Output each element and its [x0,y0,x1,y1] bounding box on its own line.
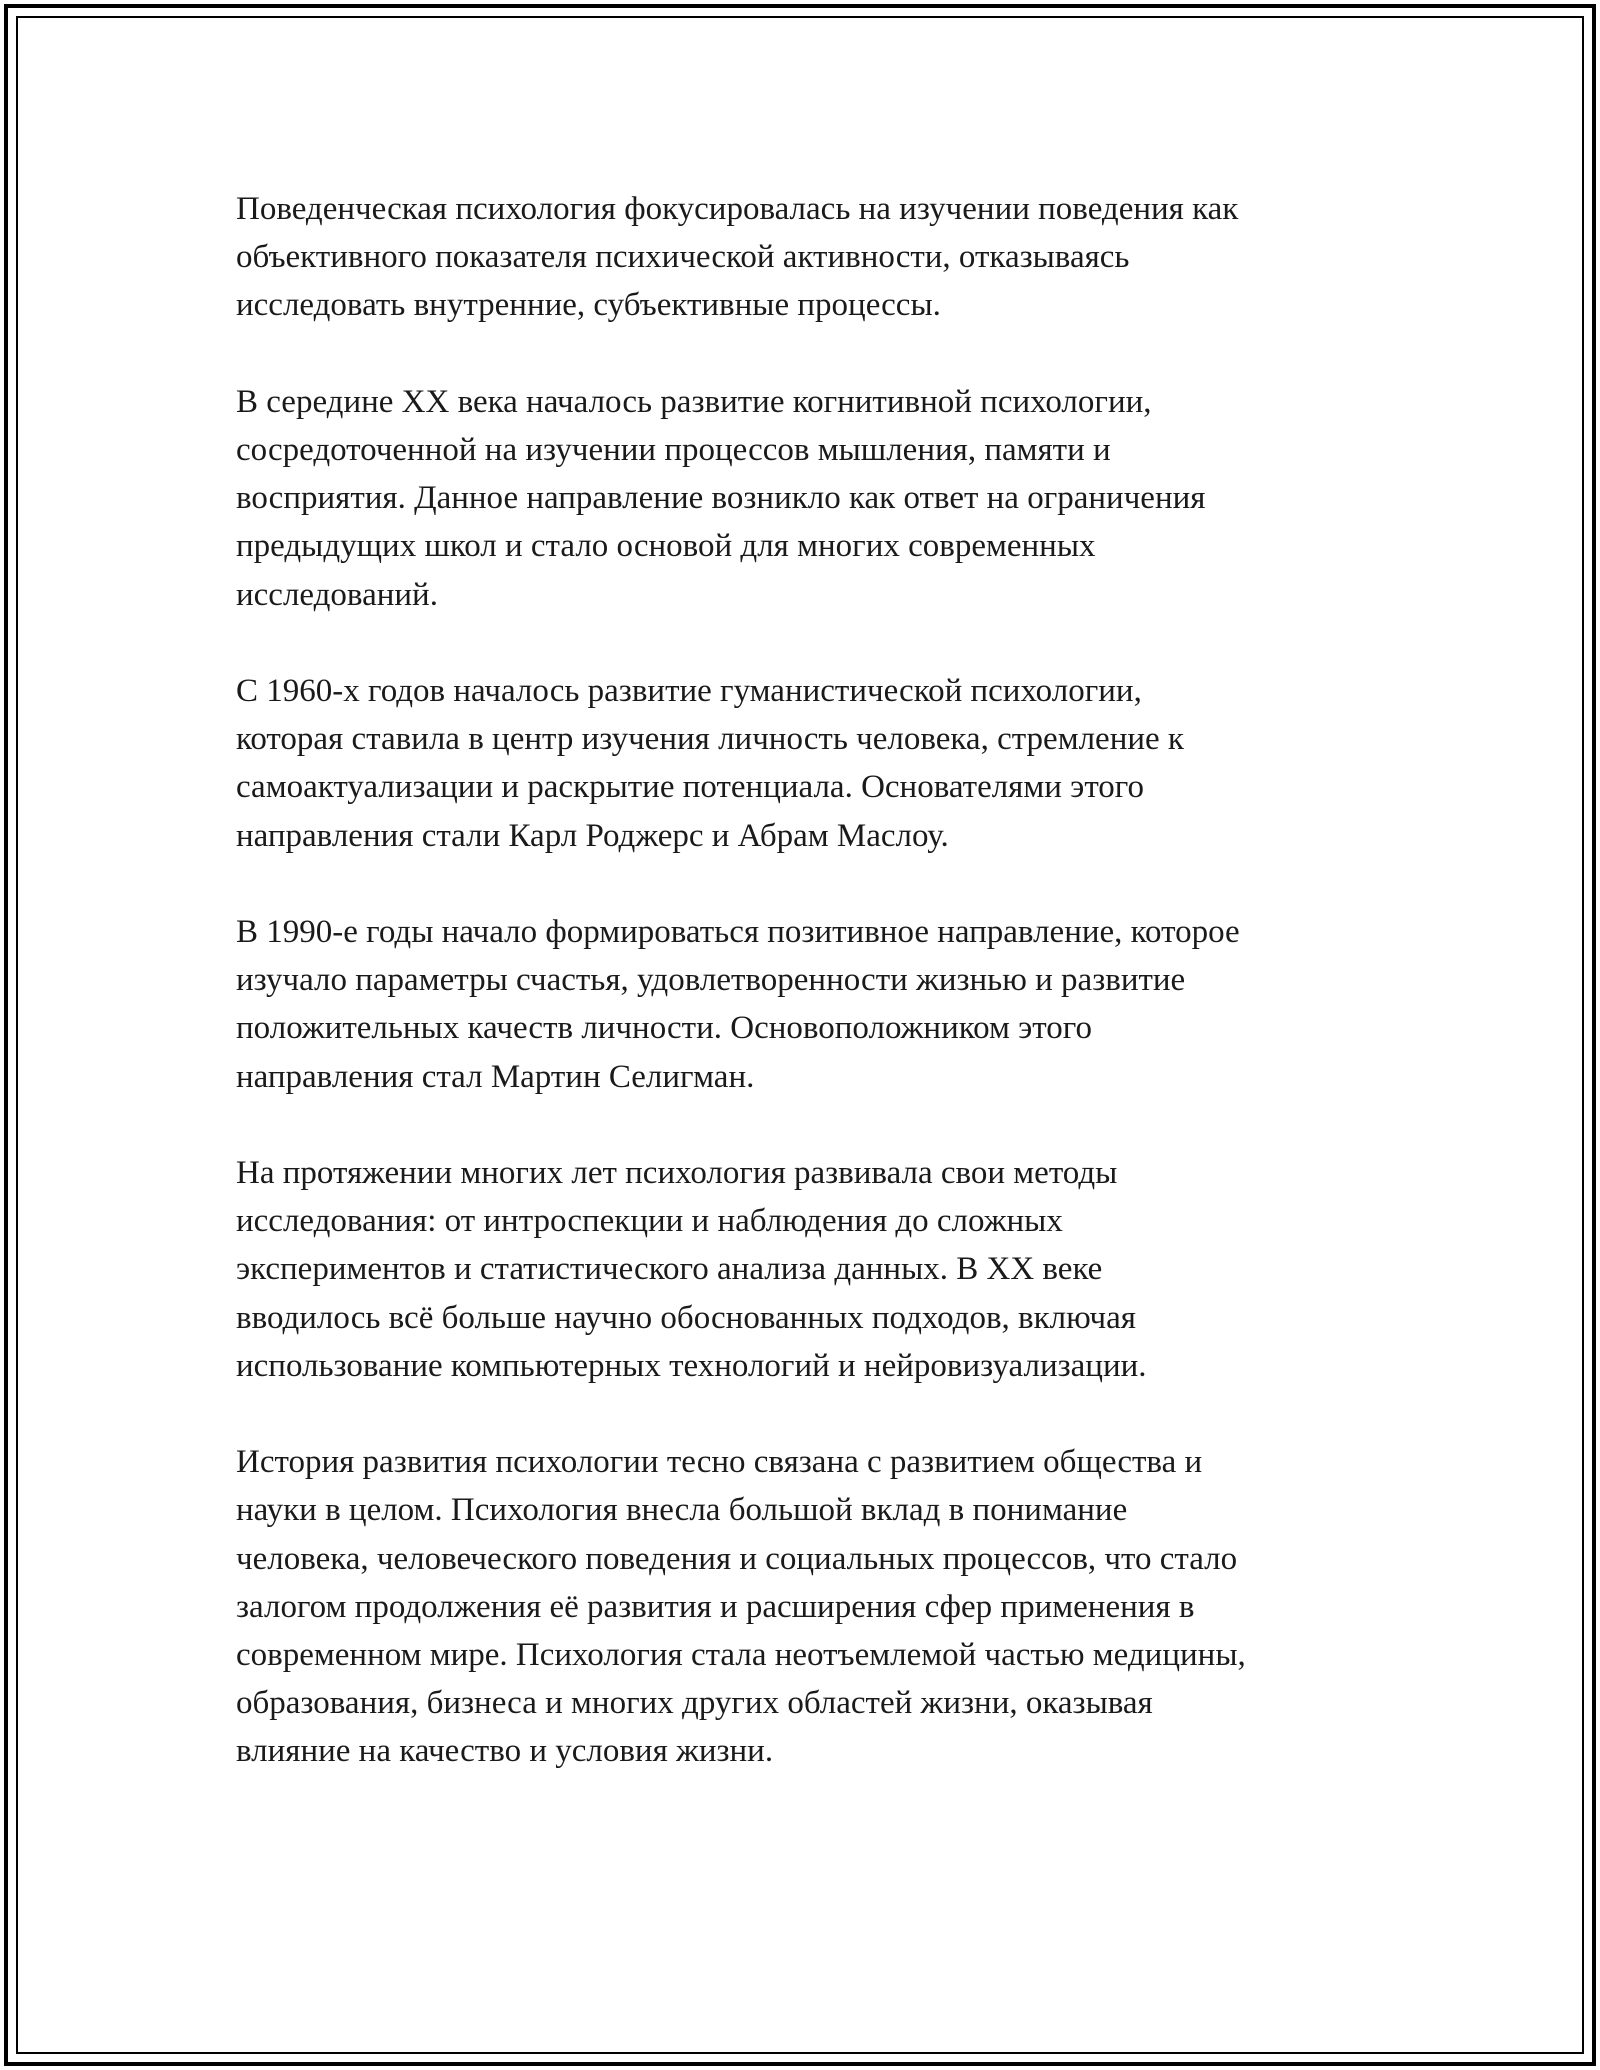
text-line: экспериментов и статистического анализа данных. В XX веке [236,1251,1103,1288]
text-line: науки в целом. Психология внесла большой вклад в понимание [236,1492,1128,1529]
text-line: использование компьютерных технологий и нейровизуализации. [236,1347,1147,1384]
paragraph-humanistic-psychology [236,667,1386,860]
text-line: человека, человеческого поведения и социальных процессов, что стало [236,1540,1238,1577]
text-line: положительных качеств личности. Основоположником этого [236,1010,1092,1047]
document-body [236,185,1386,1824]
text-line: влияние на качество и условия жизни. [236,1733,774,1770]
text-line: самоактуализации и раскрытие потенциала. Основателями этого [236,769,1145,806]
text-line: залогом продолжения её развития и расширения сфер применения в [236,1588,1195,1625]
text-line: которая ставила в центр изучения личность человека, стремление к [236,721,1184,758]
text-line: исследований. [236,576,438,613]
text-line: История развития психологии тесно связана с развитием общества и [236,1444,1203,1481]
text-line: современном мире. Психология стала неотъемлемой частью медицины, [236,1637,1246,1674]
text-line: восприятия. Данное направление возникло как ответ на ограничения [236,480,1206,517]
text-line: Поведенческая психология фокусировалась на изучении поведения как [236,191,1239,227]
text-line: исследования: от интроспекции и наблюдения до сложных [236,1203,1063,1240]
paragraph-behavioral-psychology [236,185,1386,330]
paragraph-cognitive-psychology [236,378,1386,619]
text-line: На протяжении многих лет психология развивала свои методы [236,1155,1118,1191]
text-line: В 1990-е годы начало формироваться позитивное направление, которое [236,914,1240,950]
text-line: В середине XX века началось развитие когнитивной психологии, [236,383,1152,420]
paragraph-history-society [236,1438,1386,1775]
text-line: объективного показателя психической активности, отказываясь [236,239,1130,276]
text-line: исследовать внутренние, субъективные процессы. [236,287,941,324]
text-line: образования, бизнеса и многих других областей жизни, оказывая [236,1685,1153,1722]
text-line: сосредоточенной на изучении процессов мышления, памяти и [236,432,1111,468]
paragraph-research-methods [236,1149,1386,1390]
text-line: вводилось всё больше научно обоснованных подходов, включая [236,1299,1136,1336]
text-line: направления стал Мартин Селигман. [236,1058,755,1095]
text-line: изучало параметры счастья, удовлетворенности жизнью и развитие [236,962,1186,999]
text-line: направления стали Карл Роджерс и Абрам Маслоу. [236,817,949,854]
text-line: С 1960-х годов началось развитие гуманистической психологии, [236,673,1142,709]
text-line: предыдущих школ и стало основой для многих современных [236,528,1096,565]
paragraph-positive-psychology [236,908,1386,1101]
